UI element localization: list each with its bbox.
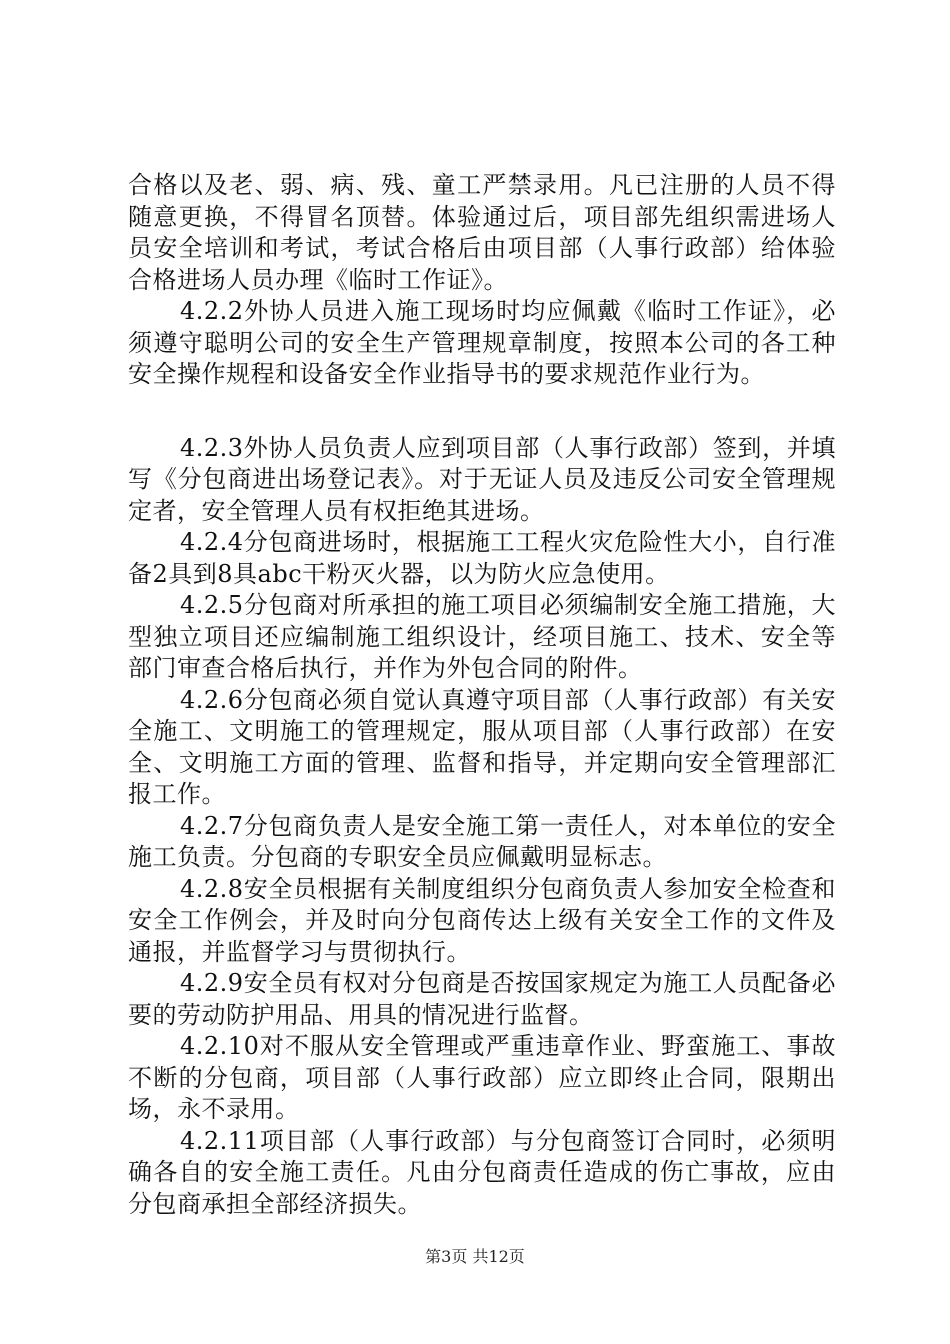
paragraph-4-2-3: 4.2.3外协人员负责人应到项目部（人事行政部）签到，并填写《分包商进出场登记表》。对于无证人员及违反公司安全管理规定者，安全管理人员有权拒绝其进场。 — [128, 433, 836, 525]
paragraph-4-2-9: 4.2.9安全员有权对分包商是否按国家规定为施工人员配备必要的劳动防护用品、用具的情况进行监督。 — [128, 969, 836, 1029]
paragraph-4-2-6: 4.2.6分包商必须自觉认真遵守项目部（人事行政部）有关安全施工、文明施工的管理规定，服从项目部（人事行政部）在安全、文明施工方面的管理、监督和指导，并定期向安全管理部汇报工作。 — [128, 685, 836, 808]
paragraph-4-2-5: 4.2.5分包商对所承担的施工项目必须编制安全施工措施，大型独立项目还应编制施工组织设计，经项目施工、技术、安全等部门审查合格后执行，并作为外包合同的附件。 — [128, 591, 836, 682]
paragraph-continuation: 合格以及老、弱、病、残、童工严禁录用。凡已注册的人员不得随意更换，不得冒名顶替。体验通过后，项目部先组织需进场人员安全培训和考试，考试合格后由项目部（人事行政部）给体验合格进场人员办理《临时工作证》。 — [128, 171, 836, 294]
paragraph-4-2-7: 4.2.7分包商负责人是安全施工第一责任人，对本单位的安全施工负责。分包商的专职安全员应佩戴明显标志。 — [128, 811, 836, 871]
document-body — [128, 170, 836, 1220]
paragraph-4-2-2: 4.2.2外协人员进入施工现场时均应佩戴《临时工作证》，必须遵守聪明公司的安全生产管理规章制度，按照本公司的各工种安全操作规程和设备安全作业指导书的要求规范作业行为。 — [128, 297, 836, 388]
paragraph-4-2-8: 4.2.8安全员根据有关制度组织分包商负责人参加安全检查和安全工作例会，并及时向分包商传达上级有关安全工作的文件及通报，并监督学习与贯彻执行。 — [128, 874, 836, 966]
paragraph-4-2-10: 4.2.10对不服从安全管理或严重违章作业、野蛮施工、事故不断的分包商，项目部（人事行政部）应立即终止合同，限期出场，永不录用。 — [128, 1032, 836, 1123]
page-number-footer: 第3页 共12页 — [425, 1247, 525, 1266]
paragraph-4-2-11: 4.2.11项目部（人事行政部）与分包商签订合同时，必须明确各自的安全施工责任。凡由分包商责任造成的伤亡事故，应由分包商承担全部经济损失。 — [128, 1126, 836, 1218]
paragraph-4-2-4: 4.2.4分包商进场时，根据施工工程火灾危险性大小，自行准备2具到8具abc干粉灭火器，以为防火应急使用。 — [128, 528, 836, 588]
